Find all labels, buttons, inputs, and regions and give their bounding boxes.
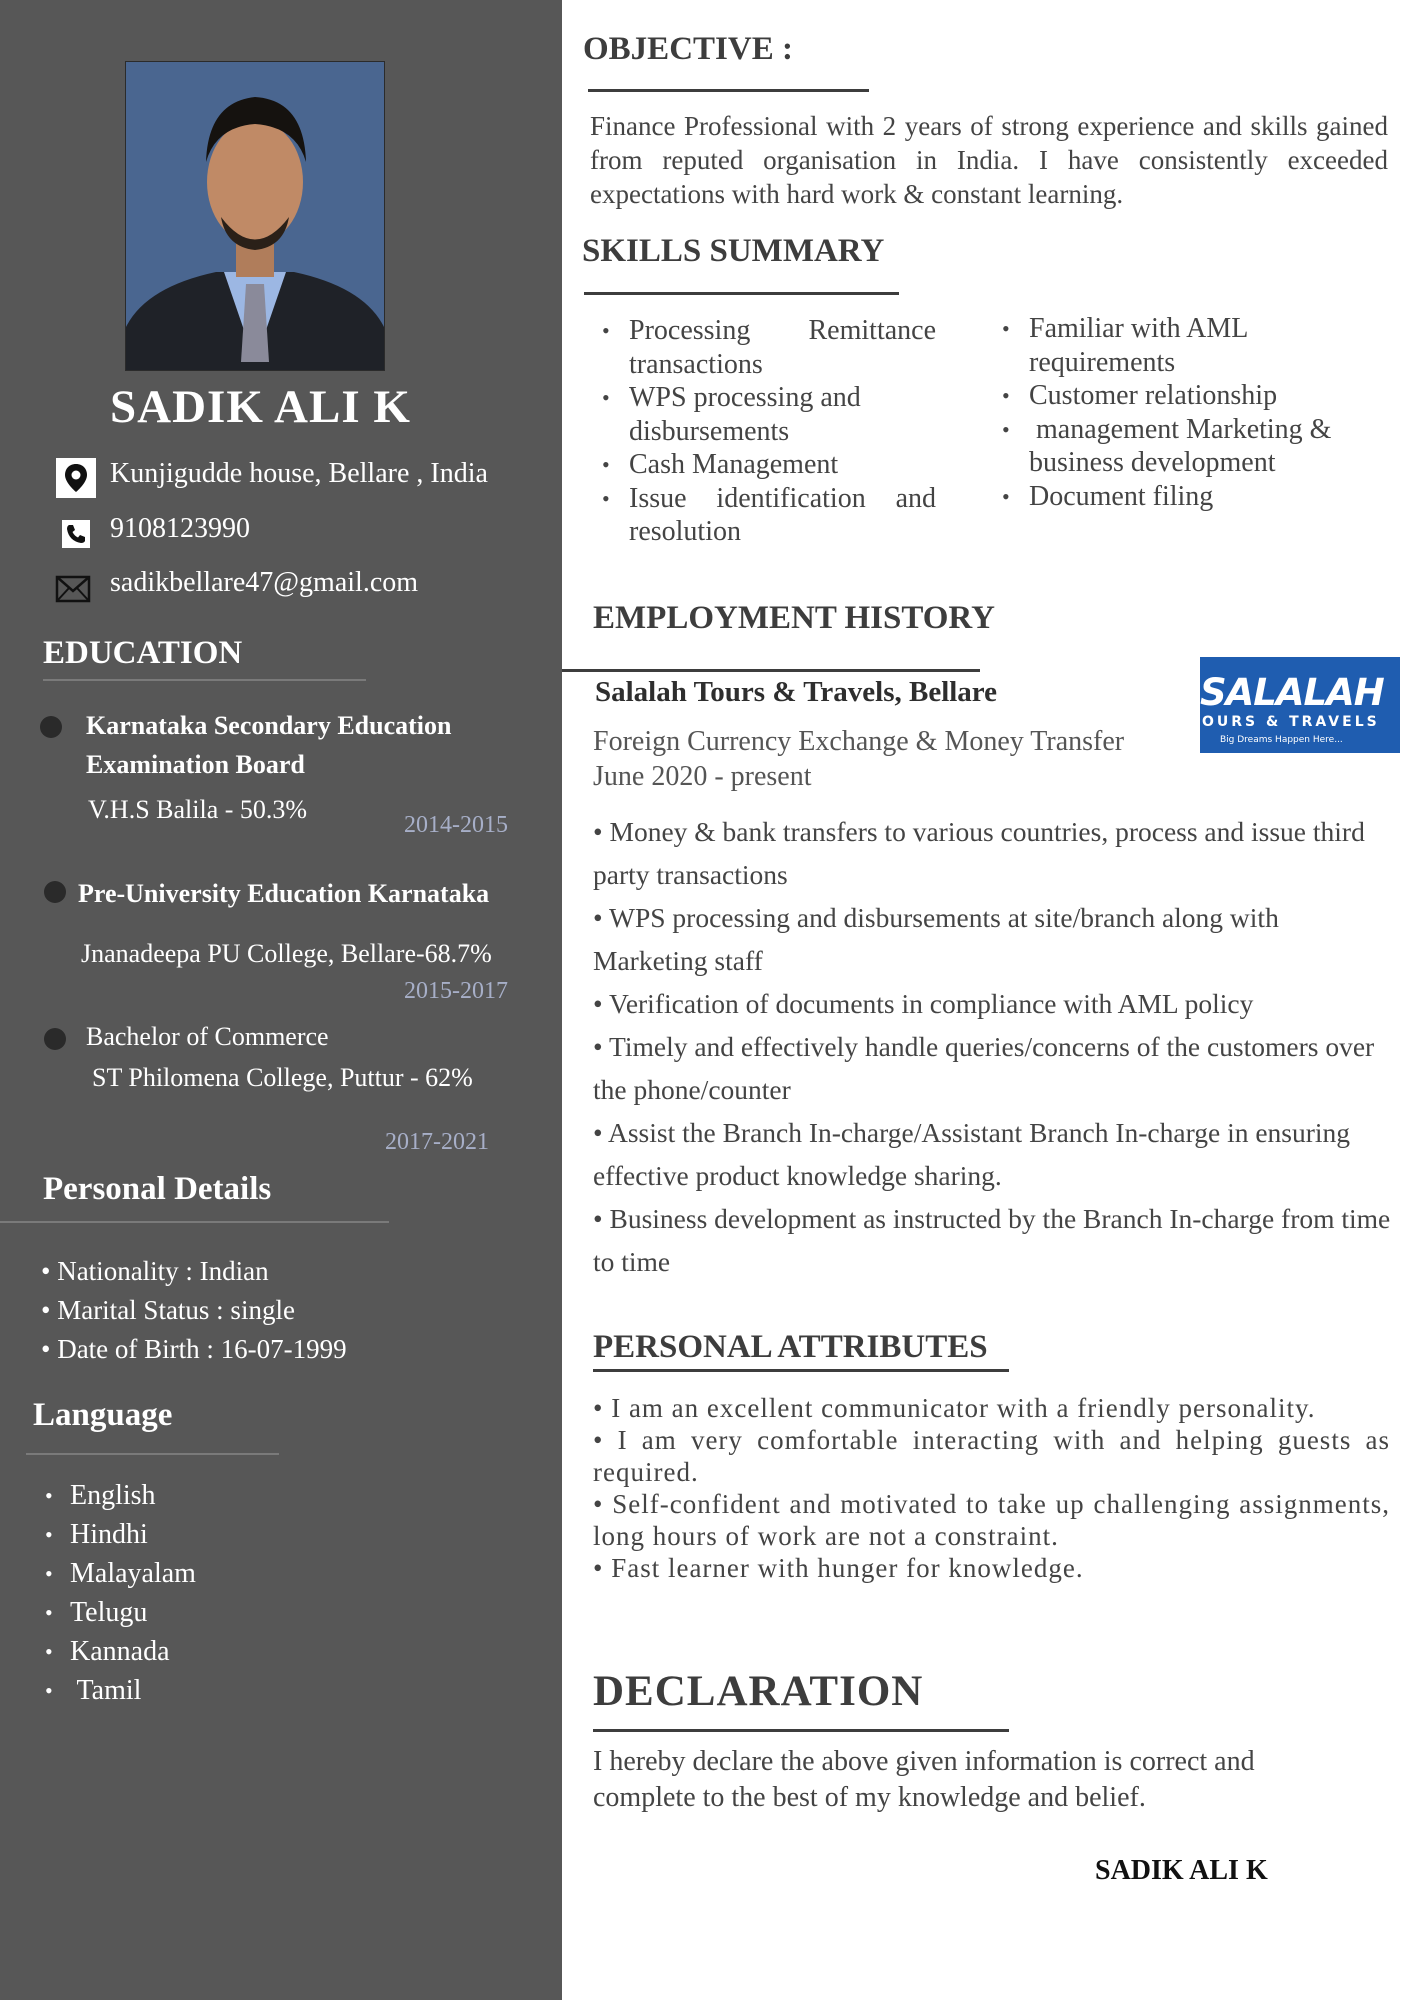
attributes-list	[593, 1392, 1390, 1584]
signature-name: SADIK ALI K	[1095, 1855, 1268, 1886]
email-text: sadikbellare47@gmail.com	[110, 567, 419, 598]
marital-status-item: • Marital Status : single	[41, 1295, 295, 1325]
employer-name: Salalah Tours & Travels, Bellare	[595, 676, 998, 708]
declaration-divider	[593, 1729, 1009, 1732]
duty-item: • WPS processing and disbursements at site/branch along with Marketing staff	[593, 902, 1279, 976]
language-item: • Tamil	[40, 1671, 196, 1710]
skills-heading: SKILLS SUMMARY	[582, 233, 885, 269]
skill-item: • Cash Management	[594, 448, 936, 482]
mail-icon	[55, 575, 91, 603]
date-of-birth-item: • Date of Birth : 16-07-1999	[41, 1334, 347, 1364]
language-item: • Telugu	[40, 1593, 196, 1632]
employment-duties	[593, 810, 1393, 1283]
location-pin-icon	[56, 458, 96, 498]
attributes-divider	[593, 1369, 1009, 1372]
address-text: Kunjigudde house, Bellare , India	[110, 458, 488, 489]
education-title: Pre-University Education Karnataka	[78, 879, 490, 908]
attribute-item: • I am an excellent communicator with a friendly personality.	[593, 1393, 1316, 1423]
skill-item: • Customer relationship	[994, 379, 1394, 413]
duty-item: • Business development as instructed by the Branch In-charge from time to time	[593, 1203, 1391, 1277]
duty-item: • Money & bank transfers to various countries, process and issue third party transactions	[593, 816, 1365, 890]
education-divider	[43, 679, 366, 681]
education-title: Bachelor of Commerce	[86, 1022, 329, 1051]
education-bullet	[40, 716, 62, 738]
employment-heading: EMPLOYMENT HISTORY	[593, 600, 995, 636]
candidate-name: SADIK ALI K	[110, 381, 411, 433]
duty-item: • Assist the Branch In-charge/Assistant Branch In-charge in ensuring effective product knowledge sharing.	[593, 1117, 1351, 1191]
education-bullet	[44, 1028, 66, 1050]
duty-item: • Verification of documents in compliance with AML policy	[593, 988, 1254, 1019]
education-heading: EDUCATION	[43, 635, 243, 671]
attribute-item: • Self-confident and motivated to take up challenging assignments, long hours of work are not a constraint.	[593, 1489, 1390, 1551]
language-divider	[26, 1453, 279, 1455]
skills-list-left	[594, 314, 936, 549]
logo-tagline: Big Dreams Happen Here...	[1220, 735, 1343, 745]
skill-item: • Familiar with AML requirements	[994, 312, 1394, 379]
declaration-text: I hereby declare the above given information is correct and complete to the best of my knowledge and belief.	[593, 1746, 1255, 1813]
phone-text: 9108123990	[110, 513, 250, 544]
attribute-item: • Fast learner with hunger for knowledge.	[593, 1553, 1084, 1583]
skill-item: • management Marketing & business development	[994, 413, 1394, 480]
nationality-item: • Nationality : Indian	[41, 1256, 269, 1286]
education-bullet	[44, 881, 66, 903]
logo-sub-text: OURS & TRAVELS	[1202, 714, 1380, 730]
education-years: 2017-2021	[385, 1129, 489, 1155]
duty-item: • Timely and effectively handle queries/concerns of the customers over the phone/counter	[593, 1031, 1375, 1105]
language-item: • Kannada	[40, 1632, 196, 1671]
objective-divider	[588, 89, 869, 92]
skill-item: • WPS processing and disbursements	[594, 381, 936, 448]
attributes-heading: PERSONAL ATTRIBUTES	[593, 1329, 988, 1365]
education-title: Karnataka Secondary Education Examination Board	[86, 711, 452, 779]
skills-list-right	[994, 312, 1394, 513]
education-institution: Jnanadeepa PU College, Bellare-68.7%	[81, 939, 492, 968]
logo-main-text: SALALAH	[1200, 671, 1384, 714]
company-logo	[1200, 657, 1400, 753]
objective-heading: OBJECTIVE :	[583, 31, 793, 67]
skill-item: • Document filing	[994, 480, 1394, 514]
job-role: Foreign Currency Exchange & Money Transfer	[593, 726, 1125, 757]
language-list	[40, 1476, 196, 1710]
skill-item: • Issue identification and resolution	[594, 482, 936, 549]
education-institution: V.H.S Balila - 50.3%	[88, 795, 308, 824]
employment-divider	[562, 669, 980, 672]
profile-photo	[125, 61, 385, 371]
objective-text: Finance Professional with 2 years of strong experience and skills gained from reputed organisation in India. I have consistently exceeded expectations with hard work & constant learning.	[590, 111, 1388, 209]
education-years: 2014-2015	[404, 812, 508, 838]
personal-details-heading: Personal Details	[43, 1171, 272, 1207]
language-item: • Hindhi	[40, 1515, 196, 1554]
employment-period: June 2020 - present	[593, 761, 812, 792]
skill-item: • Processing Remittance transactions	[594, 314, 936, 381]
education-years: 2015-2017	[404, 978, 508, 1004]
language-heading: Language	[33, 1397, 173, 1433]
education-institution: ST Philomena College, Puttur - 62%	[92, 1063, 473, 1092]
phone-icon	[60, 518, 92, 550]
attribute-item: • I am very comfortable interacting with and helping guests as required.	[593, 1425, 1390, 1487]
personal-details-divider	[0, 1221, 389, 1223]
language-item: • English	[40, 1476, 196, 1515]
language-item: • Malayalam	[40, 1554, 196, 1593]
skills-divider	[584, 292, 899, 295]
profile-photo-illustration	[126, 62, 384, 370]
declaration-heading: DECLARATION	[593, 1668, 924, 1715]
